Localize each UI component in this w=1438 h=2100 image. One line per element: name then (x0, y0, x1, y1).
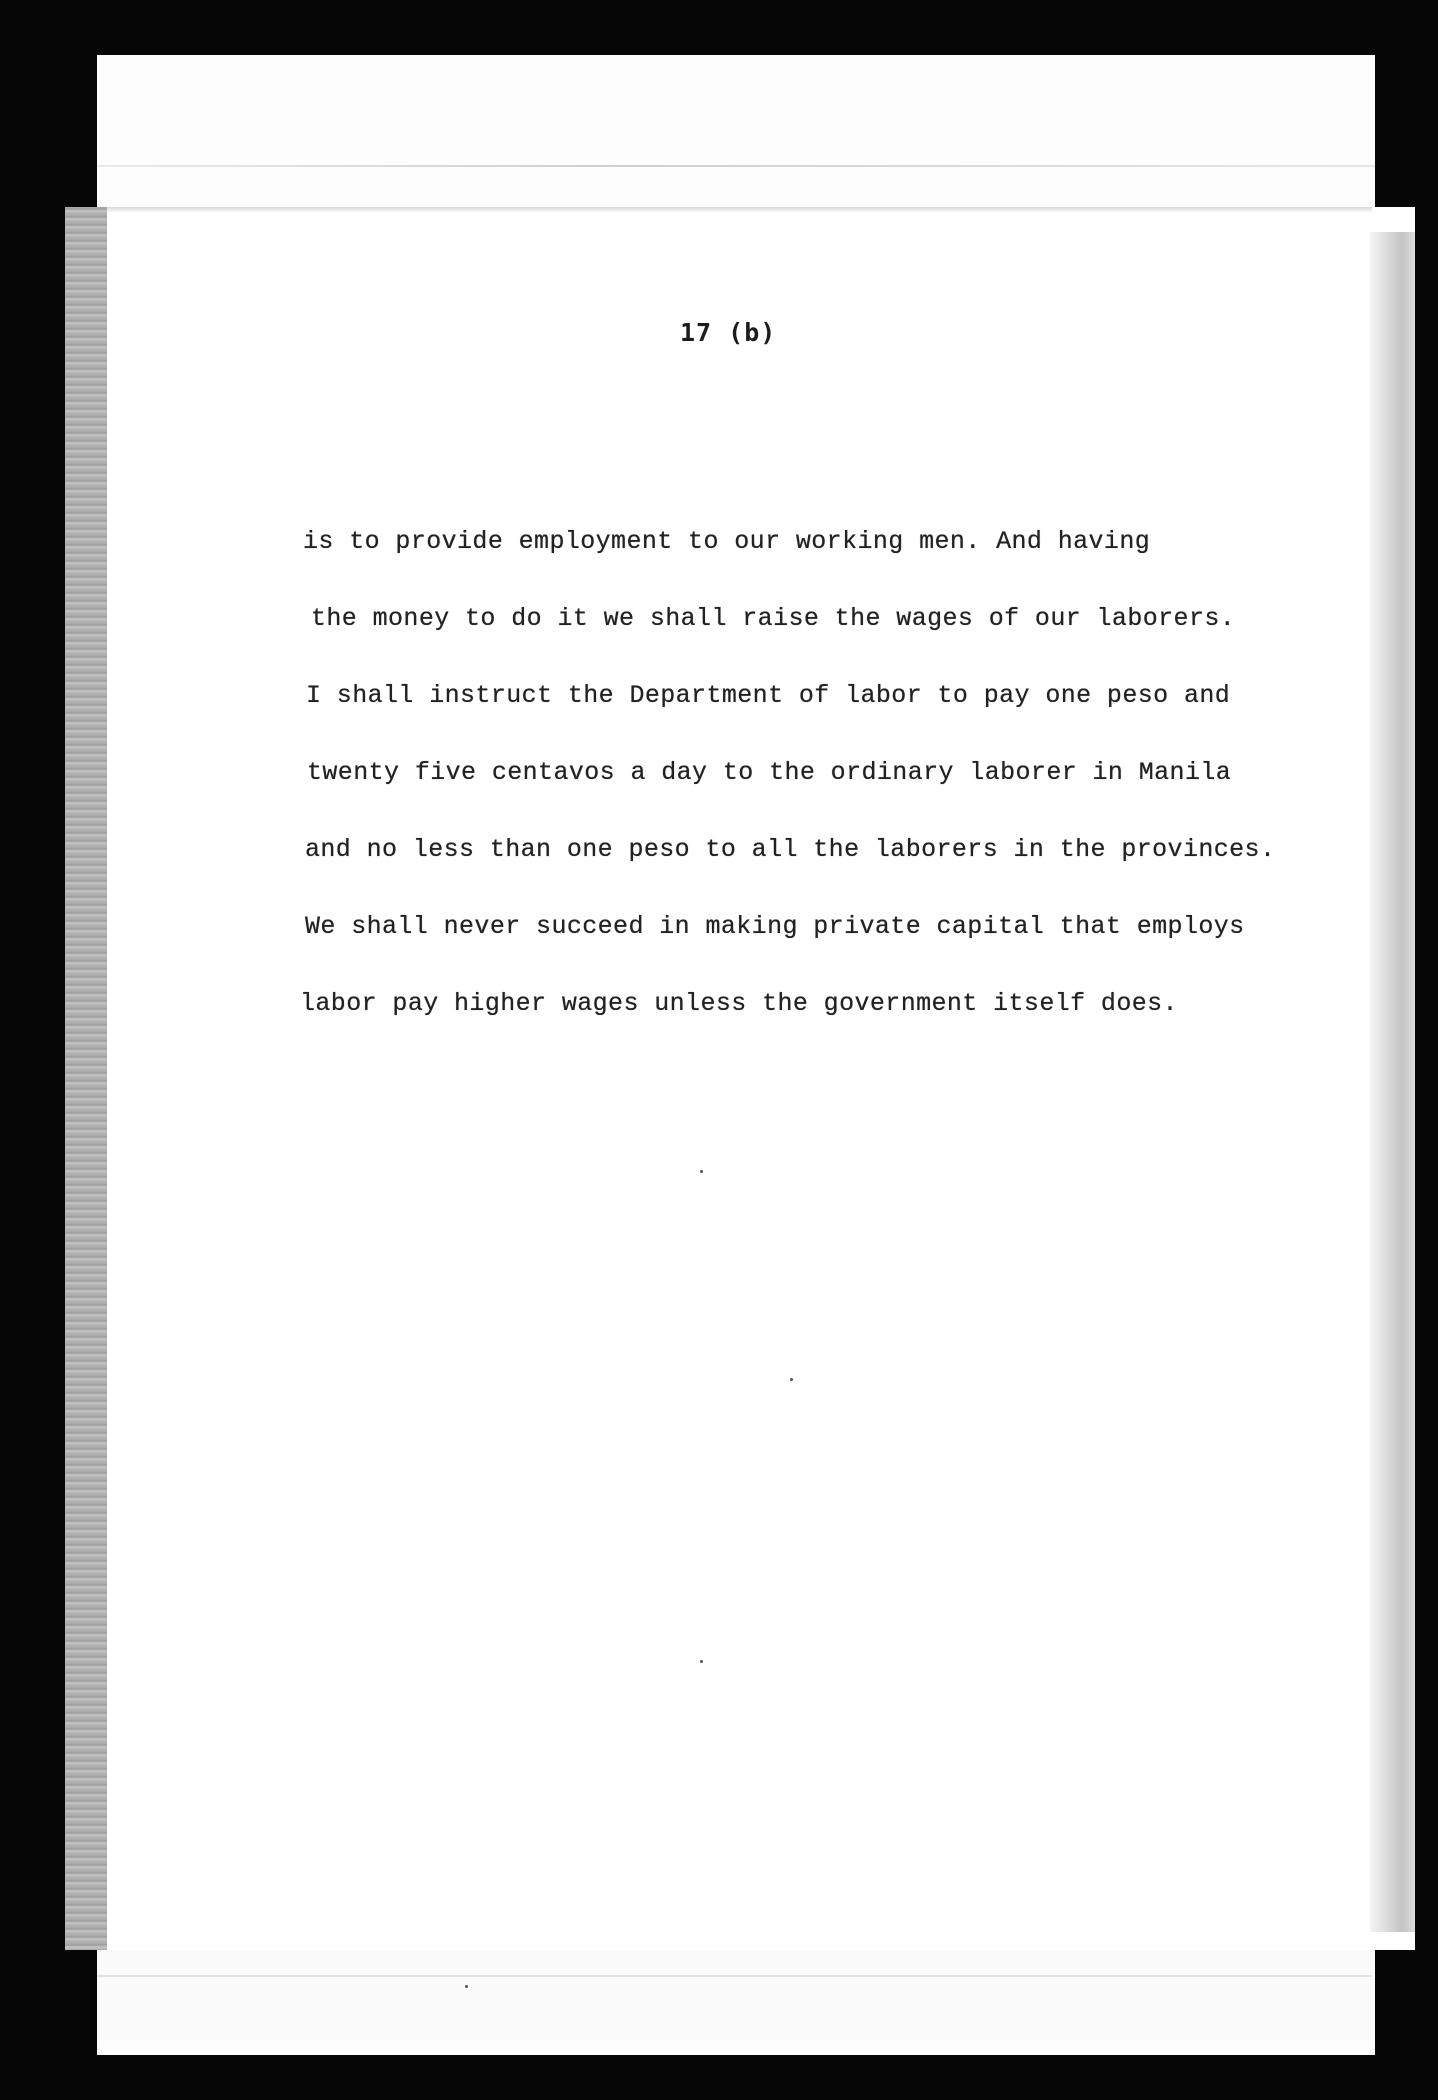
page-shadow-top (107, 207, 1372, 213)
paper-speck (790, 1378, 793, 1381)
text-line: labor pay higher wages unless the government itself does. (300, 989, 1178, 1018)
paper-speck (700, 1660, 703, 1663)
page-shadow-right (1370, 232, 1415, 1932)
text-line: I shall instruct the Department of labor to pay one peso and (306, 681, 1231, 710)
typed-page (65, 207, 1415, 1950)
text-line: and no less than one peso to all the laborers in the provinces. (305, 835, 1276, 864)
typed-paragraph (300, 522, 1343, 1061)
bottom-sheet (97, 1950, 1372, 2040)
page-number: 17 (b) (680, 318, 777, 347)
text-line: is to provide employment to our working men. And having (303, 527, 1151, 556)
text-line: We shall never succeed in making private capital that employs (305, 912, 1245, 941)
bottom-sheet-fold-line (97, 1975, 1372, 1977)
text-line: the money to do it we shall raise the wages of our laborers. (311, 604, 1236, 633)
back-sheet-fold-line (97, 165, 1375, 167)
page-shadow-left (65, 207, 107, 1950)
paper-speck (700, 1170, 703, 1173)
text-line: twenty five centavos a day to the ordinary laborer in Manila (307, 758, 1232, 787)
paper-speck (465, 1985, 468, 1988)
